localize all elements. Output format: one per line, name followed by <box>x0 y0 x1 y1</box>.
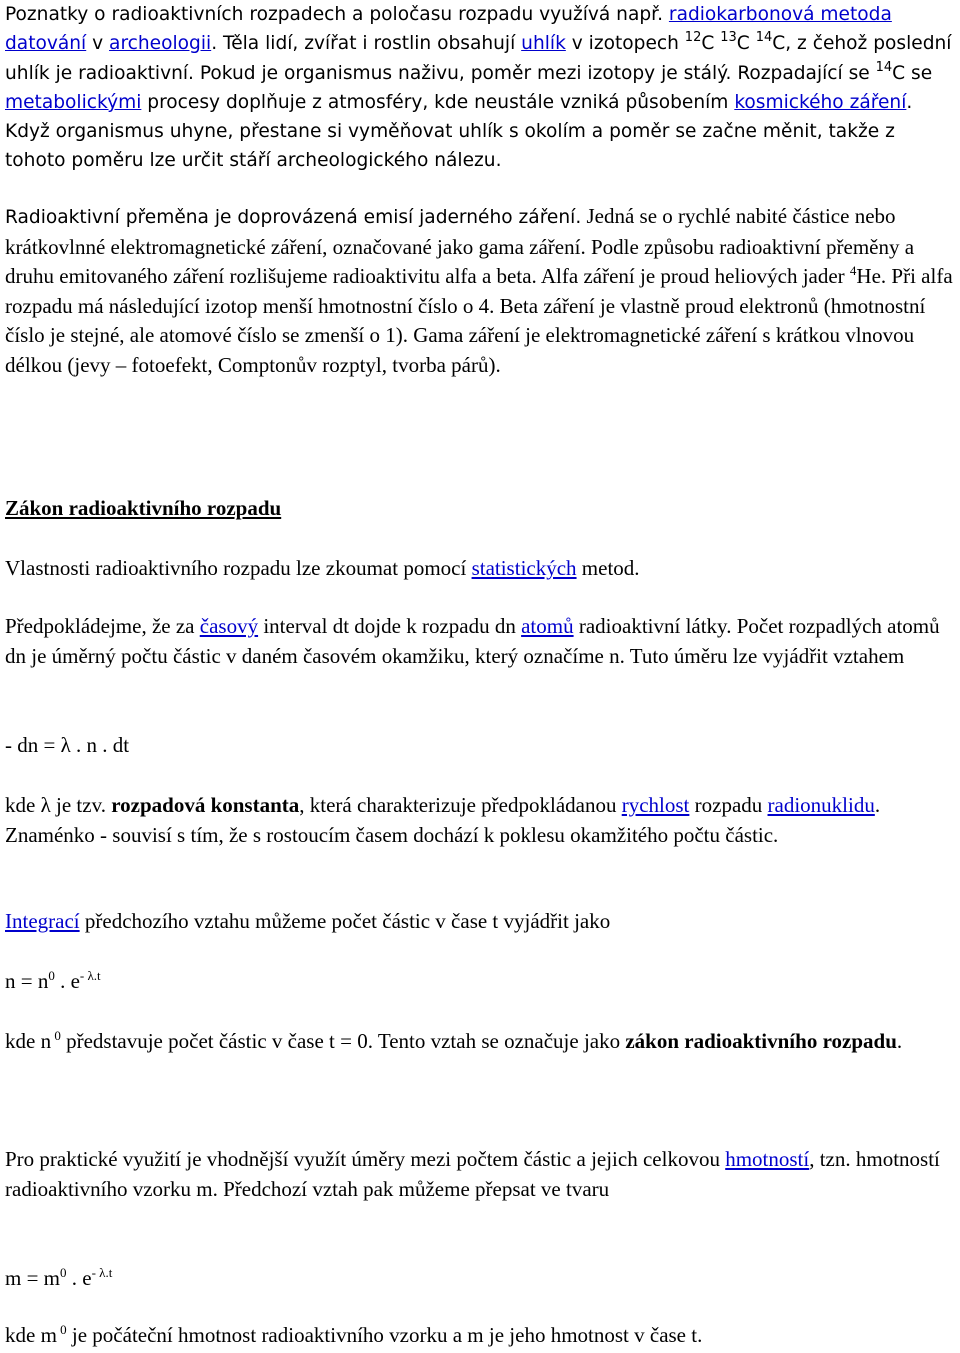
link-statistickych[interactable]: statistických <box>471 556 577 580</box>
law-text: Vlastnosti radioaktivního rozpadu lze zkoumat pomocí <box>5 556 472 580</box>
law-text: Pro praktické využití je vhodnější využít úměry mezi počtem částic a jejich celkovou <box>5 1147 726 1171</box>
superscript: 14 <box>755 30 773 46</box>
equation-decay-differential: - dn = λ . n . dt <box>5 733 130 757</box>
term-zakon-radioaktivniho-rozpadu: zákon radioaktivního rozpadu <box>625 1029 897 1053</box>
radiation-text: Jedná se o rychlé nabité částice nebo krátkovlnné elektromagnetické záření, označované jako gama záření. Podle způsobu radioaktivní přeměny a druhu emitovaného záření rozlišujeme radioaktivitu alfa a beta. Alfa záření je proud heliových jader <box>5 204 915 288</box>
equation-text: . e <box>66 1266 92 1290</box>
term-rozpadova-konstanta: rozpadová konstanta <box>111 793 300 817</box>
equation-decay-law <box>5 967 101 997</box>
superscript: 12 <box>684 30 702 46</box>
exponent: - λ.t <box>79 968 101 983</box>
superscript: 0 <box>51 1028 61 1043</box>
superscript: 4 <box>849 263 857 278</box>
link-radionuklidu[interactable]: radionuklidu <box>767 793 875 817</box>
law-text: , která charakterizuje předpokládanou <box>299 793 622 817</box>
law-paragraph-7 <box>5 1321 957 1351</box>
link-uhlik[interactable]: uhlík <box>521 33 566 55</box>
law-paragraph-5 <box>5 1027 957 1057</box>
radiation-text-sans: Radioaktivní přeměna je doprovázená emisí jaderného záření. <box>5 207 582 228</box>
intro-text: procesy doplňuje z atmosféry, kde neustále vzniká působením <box>141 91 735 113</box>
section-heading: Zákon radioaktivního rozpadu <box>5 496 282 520</box>
law-text: kde m <box>5 1323 57 1347</box>
link-hmotnosti[interactable]: hmotností <box>725 1147 810 1171</box>
link-archeologie[interactable]: archeologii <box>109 33 212 55</box>
radiation-paragraph <box>5 202 957 380</box>
law-text: rozpadu <box>689 793 768 817</box>
law-text: interval dt dojde k rozpadu dn <box>258 614 522 638</box>
superscript: 0 <box>60 1265 67 1280</box>
equation-text: n = n <box>5 969 49 993</box>
link-atomu[interactable]: atomů <box>521 614 574 638</box>
law-text: Předpokládejme, že za <box>5 614 200 638</box>
link-radiokarbonova-metoda[interactable]: radiokarbonová metoda datování <box>5 4 892 55</box>
law-text: , tzn. hmotností radioaktivního vzorku m. Předchozí vztah pak můžeme přepsat ve tvaru <box>5 1147 940 1201</box>
law-text: je počáteční hmotnost radioaktivního vzorku a m je jeho hmotnost v čase t. <box>66 1323 703 1347</box>
equation-mass-decay <box>5 1264 112 1294</box>
intro-text: C, z čehož poslední uhlík je radioaktivní. Pokud je organismus naživu, poměr mezi izotopy je stálý. Rozpadající se <box>5 33 952 84</box>
link-rychlost[interactable]: rychlost <box>621 793 690 817</box>
intro-text: v <box>86 33 110 55</box>
intro-text: C <box>736 33 756 55</box>
law-text: předchozího vztahu můžeme počet částic v čase t vyjádřit jako <box>79 909 611 933</box>
equation-text: . e <box>54 969 80 993</box>
law-paragraph-6 <box>5 1145 957 1204</box>
intro-text: . Když organismus uhyne, přestane si vyměňovat uhlík s okolím a poměr se začne měnit, takže z tohoto poměru lze určit stáří archeologického nálezu. <box>5 91 913 172</box>
exponent: - λ.t <box>91 1265 113 1280</box>
intro-text: C se <box>892 62 933 84</box>
law-text: představuje počet částic v čase t = 0. Tento vztah se označuje jako <box>60 1029 626 1053</box>
intro-text: C <box>701 33 721 55</box>
law-text: radioaktivní látky. Počet rozpadlých atomů dn je úměrný počtu částic v daném časovém okamžiku, který označíme n. Tuto úměru lze vyjádřit vztahem <box>5 614 940 668</box>
law-text: . Znaménko - souvisí s tím, že s rostoucím časem dochází k poklesu okamžitého počtu částic. <box>5 793 881 847</box>
equation-text: m = m <box>5 1266 61 1290</box>
law-paragraph-2 <box>5 612 957 671</box>
law-text: kde n <box>5 1029 52 1053</box>
link-kosmickeho-zareni[interactable]: kosmického záření <box>734 91 907 113</box>
superscript: 0 <box>56 1322 67 1337</box>
superscript: 13 <box>720 30 737 46</box>
radiation-text: He. Při alfa rozpadu má následující izotop menší hmotnostní číslo o 4. Beta záření je vlastně proud elektronů (hmotnostní číslo je stejné, ale atomové číslo se zmenší o 1). Gama záření je elektromagnetické záření s krátkou vlnovou délkou (jevy – fotoefekt, Comptonův rozptyl, tvorba párů). <box>5 264 953 377</box>
law-text: metod. <box>576 556 640 580</box>
law-paragraph-1 <box>5 554 957 584</box>
intro-text: . Těla lidí, zvířat i rostlin obsahují <box>211 33 522 55</box>
link-casovy[interactable]: časový <box>199 614 259 638</box>
link-metabolickymi[interactable]: metabolickými <box>5 91 142 113</box>
intro-text: v izotopech <box>565 33 685 55</box>
law-paragraph-4 <box>5 907 957 937</box>
law-paragraph-3 <box>5 791 957 850</box>
superscript: 14 <box>875 59 893 75</box>
intro-paragraph <box>5 0 957 176</box>
link-integraci[interactable]: Integrací <box>5 909 80 933</box>
law-text: . <box>896 1029 903 1053</box>
intro-text: Poznatky o radioaktivních rozpadech a poločasu rozpadu využívá např. <box>5 4 669 25</box>
superscript: 0 <box>48 968 55 983</box>
law-text: kde λ je tzv. <box>5 793 112 817</box>
